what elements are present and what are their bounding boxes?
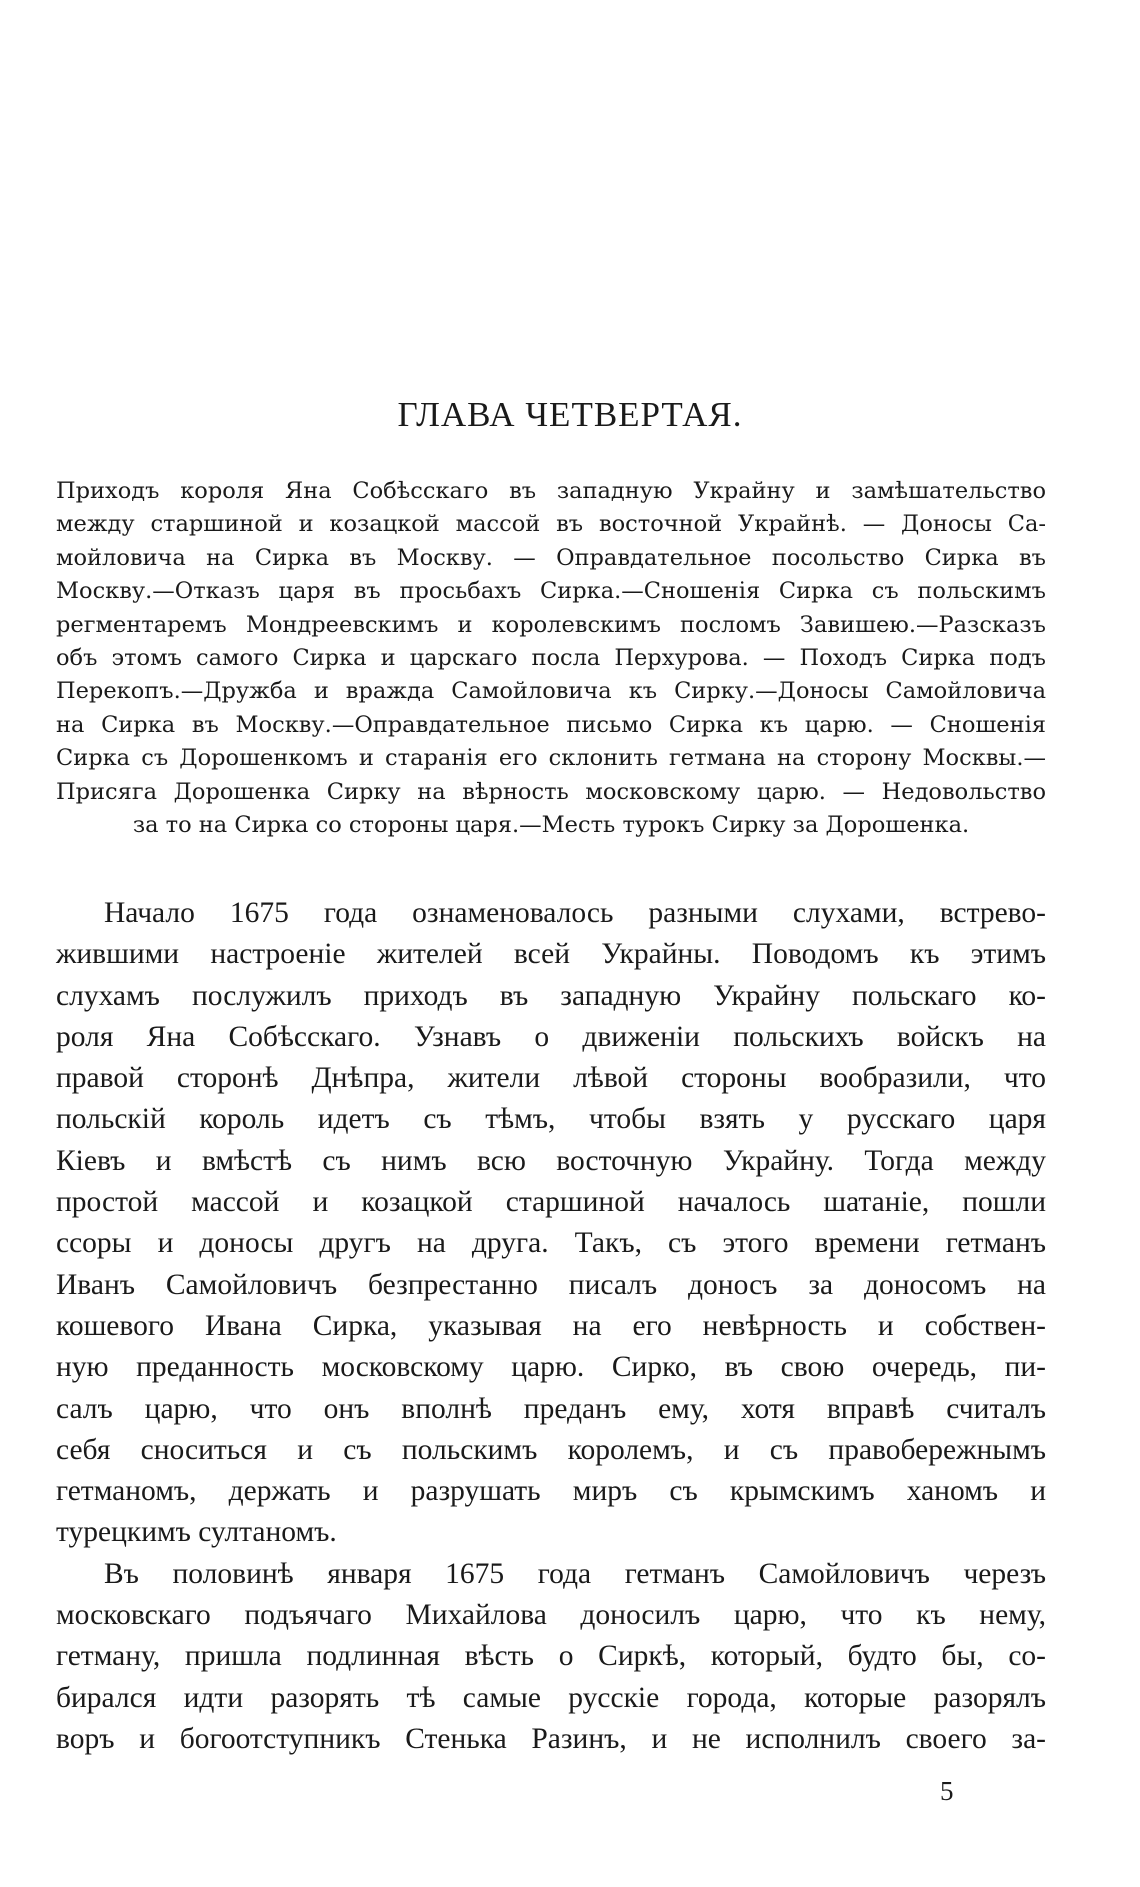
body-line: слухамъ послужилъ приходъ въ западную Украйну польскаго ко- xyxy=(56,979,1046,1012)
body-line: правой сторонѣ Днѣпра, жители лѣвой стороны вообразили, что xyxy=(56,1062,1046,1095)
body-line: Начало 1675 года ознаменовалось разными слухами, встрево- xyxy=(104,897,1046,929)
summary-line: Приходъ короля Яна Собѣсскаго въ западную Украйну и замѣшательство xyxy=(56,478,1046,504)
body-line: польскій король идетъ съ тѣмъ, чтобы взять у русскаго царя xyxy=(56,1103,1046,1136)
body-line: турецкимъ султаномъ. xyxy=(56,1516,337,1549)
body-line: роля Яна Собѣсскаго. Узнавъ о движеніи польскихъ войскъ на xyxy=(56,1020,1046,1053)
body-line: Въ половинѣ января 1675 года гетманъ Самойловичъ черезъ xyxy=(104,1557,1046,1590)
summary-line: Присяга Дорошенка Сирку на вѣрность московскому царю. — Недовольство xyxy=(56,778,1046,805)
summary-line: регментаремъ Мондреевскимъ и королевскимъ посломъ Завишею.—Разсказъ xyxy=(56,611,1046,638)
summary-line: за то на Сирка со стороны царя.—Месть турокъ Сирку за Дорошенка. xyxy=(132,812,970,839)
body-line: бирался идти разорять тѣ самые русскіе города, которые разорялъ xyxy=(56,1681,1046,1714)
body-line: гетману, пришла подлинная вѣсть о Сиркѣ, который, будто бы, со- xyxy=(56,1640,1046,1673)
summary-line: Москву.—Отказъ царя въ просьбахъ Сирка.—Сношенія Сирка съ польскимъ xyxy=(56,578,1046,605)
body-line: жившими настроеніе жителей всей Украйны. Поводомъ къ этимъ xyxy=(56,938,1046,971)
summary-line: Сирка съ Дорошенкомъ и старанія его склонить гетмана на сторону Москвы.— xyxy=(56,745,1046,772)
body-line: себя сноситься и съ польскимъ королемъ, и съ правобережнымъ xyxy=(56,1433,1046,1466)
summary-line: мойловича на Сирка въ Москву. — Оправдательное посольство Сирка въ xyxy=(56,544,1046,571)
body-line: воръ и богоотступникъ Стенька Разинъ, и не исполнилъ своего за- xyxy=(56,1722,1046,1755)
page-number: 5 xyxy=(940,1776,954,1806)
body-line: простой массой и козацкой старшиной началось шатаніе, пошли xyxy=(56,1186,1046,1219)
chapter-title: ГЛАВА ЧЕТВЕРТАЯ. xyxy=(397,395,743,434)
body-line: кошевого Ивана Сирка, указывая на его невѣрность и собствен- xyxy=(56,1309,1046,1342)
body-line: салъ царю, что онъ вполнѣ преданъ ему, хотя вправѣ считалъ xyxy=(56,1392,1046,1425)
body-line: Кіевъ и вмѣстѣ съ нимъ всю восточную Украйну. Тогда между xyxy=(56,1144,1046,1177)
summary-line: между старшиной и козацкой массой въ восточной Украйнѣ. — Доносы Са- xyxy=(56,511,1046,538)
body-line: ссоры и доносы другъ на друга. Такъ, съ этого времени гетманъ xyxy=(56,1227,1046,1260)
body-line: московскаго подъячаго Михайлова доносилъ царю, что къ нему, xyxy=(56,1599,1046,1632)
body-line: Иванъ Самойловичъ безпрестанно писалъ доносъ за доносомъ на xyxy=(56,1268,1046,1301)
summary-line: объ этомъ самого Сирка и царскаго посла Перхурова. — Походъ Сирка подъ xyxy=(56,645,1046,672)
chapter-summary xyxy=(56,475,1046,842)
body-text xyxy=(56,893,1046,1760)
summary-line: Перекопъ.—Дружба и вражда Самойловича къ Сирку.—Доносы Самойловича xyxy=(56,678,1046,705)
body-line: ную преданность московскому царю. Сирко, въ свою очередь, пи- xyxy=(56,1351,1046,1384)
body-line: гетманомъ, держать и разрушать миръ съ крымскимъ ханомъ и xyxy=(56,1475,1046,1508)
summary-line: на Сирка въ Москву.—Оправдательное письмо Сирка къ царю. — Сношенія xyxy=(56,711,1046,738)
